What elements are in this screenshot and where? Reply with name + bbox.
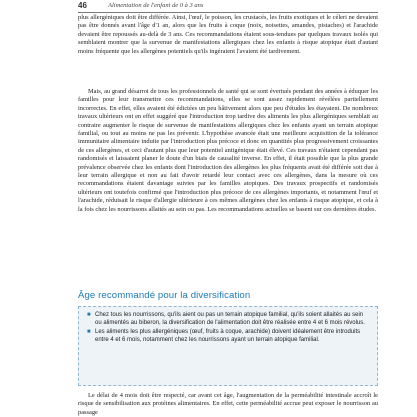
paragraph-history: Mais, au grand désarroi de tous les professionnels de santé qui se sont évertués pendant des années à éduquer les familles pour leur transmettre ces recommandations, elles se sont assez rapidement révélées partiellement incorrectes. En effet, elles avaient été édictées un peu hâtivement alors que peu d'études les étayaient. De nombreux travaux ultérieurs ont en effet suggéré que l'introduction trop tardive des aliments les plus allergéniques semblait au contraire augmenter le risque de survenue de manifestations allergiques chez les enfants ayant un terrain atopique familial, ou tout au moins ne pas les prévenir. L'hypothèse avancée était une meilleure acquisition de la tolérance immunitaire alimentaire induite par l'introduction plus précoce et donc en quantités plus progressivement croissantes de ces allergènes, et ceci d'autant plus que leur potentiel antigénique était élevé. Ces travaux n'étaient cependant pas randomisés et laissaient planer le doute d'un biais de causalité inverse. En effet, il était possible que la plus grande prévalence observée chez les enfants dont l'introduction des allergènes les plus fréquents avait été différée soit due à leur terrain allergique et non au fait d'avoir retardé leur contact avec ces allergènes, dans la mesure où ces recommandations étaient davantage suivies par les familles atopiques. Des travaux prospectifs et randomisés ultérieurs ont toutefois confirmé que l'introduction plus précoce de ces allergènes importants, et notamment l'œuf et l'arachide, réduisait le risque d'allergie ultérieure à ces mêmes allergènes chez les enfants à risque atopique, et cela à la fois chez les nourrissons allaités au sein ou pas. Les recommandations actuelles se basent sur ces dernières études. (78, 88, 378, 213)
recommendation-item (87, 311, 369, 327)
paragraph-delay: Le délai de 4 mois doit être respecté, car avant cet âge, l'augmentation de la perméabilité intestinale accroît le risque de sensibilisation aux protéines alimentaires. En effet, cette perméabilité accrue peut exposer le nourrisson au passage (78, 392, 378, 416)
square-bullet-icon: ■ (87, 312, 91, 318)
recommendation-text: Chez tous les nourrissons, qu'ils aient ou pas un terrain atopique familial, qu'ils soient allaités au sein ou alimentés au biberon, la diversification de l'alimentation doit être réalisée entre 4 et 6 mois révolus. (95, 312, 365, 327)
recommendation-list (87, 311, 369, 344)
section-heading: Âge recommandé pour la diversification (78, 290, 251, 301)
square-bullet-icon: ■ (87, 329, 91, 336)
recommendation-text: Les aliments les plus allergéniques (œuf, fruits à coque, arachide) doivent idéalement être introduits entre 4 et 6 mois, notamment chez les nourrissons ayant un terrain atopique familial. (95, 329, 361, 344)
recommendation-item (87, 328, 369, 344)
recommendation-box (78, 306, 378, 386)
running-title: Alimentation de l'enfant de 0 à 3 ans (108, 2, 204, 9)
page-header (78, 2, 378, 13)
paragraph-intro: plus allergéniques doit être différée. Ainsi, l'œuf, le poisson, les crustacés, les fruits exotiques et le céleri ne devaient pas être donnés avant l'âge d'1 an, alors que les fruits à coque (noix, noisettes, amandes, pistaches) et l'arachide devaient être repoussés au-delà de 3 ans. Ces recommandations étaient sous-tendues par quelques travaux isolés qui semblaient montrer que la survenue de manifestations allergiques chez les enfants à risque atopique était d'autant moins fréquente que les allergènes potentiels qu'ils ingéraient l'avaient été tardivement. (78, 14, 378, 55)
page-number: 46 (78, 1, 87, 10)
